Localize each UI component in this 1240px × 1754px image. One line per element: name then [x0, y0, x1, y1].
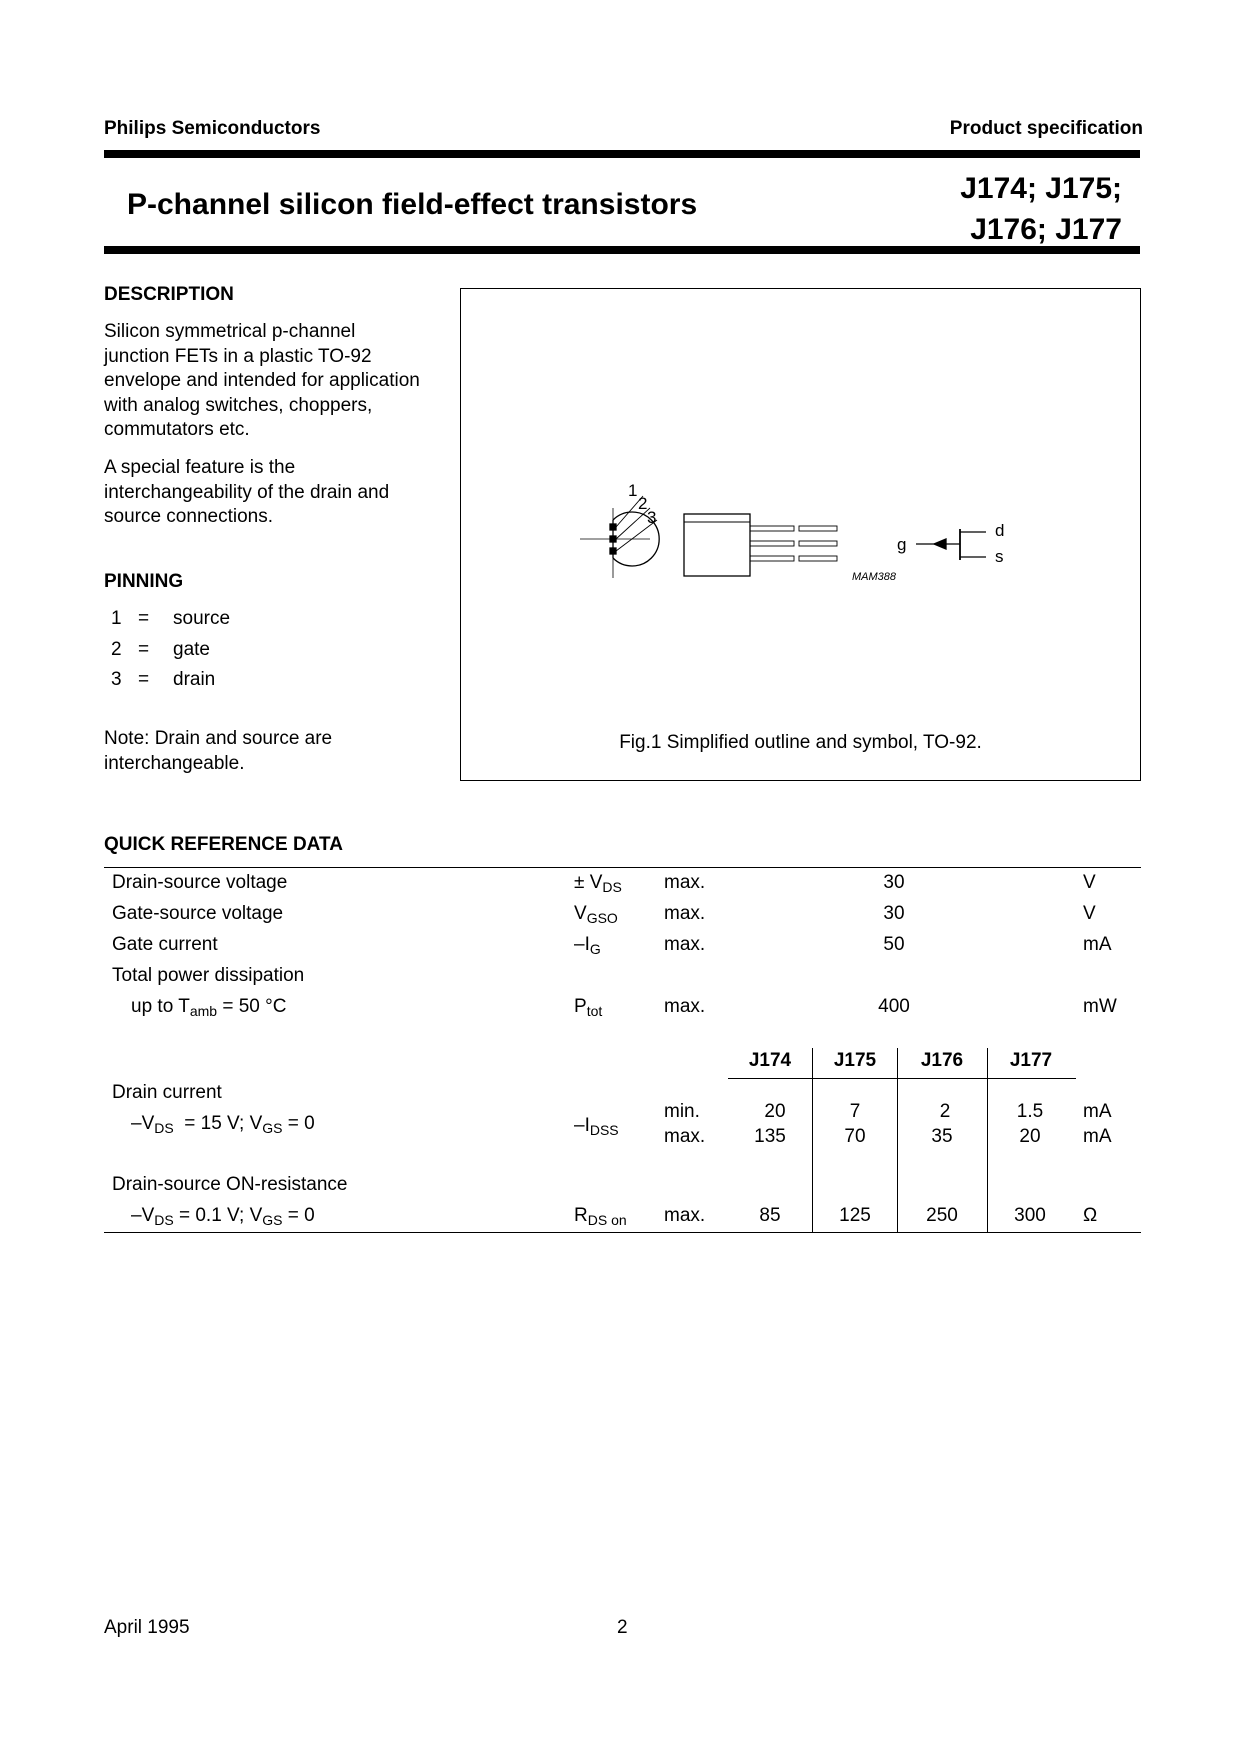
max-value-j174: 135	[754, 1126, 786, 1147]
value-j176: 250	[926, 1205, 958, 1226]
limit: max.	[664, 872, 706, 893]
value: 50	[883, 934, 905, 955]
part-numbers	[960, 168, 1122, 250]
desc1-line: commutators etc.	[104, 419, 250, 440]
pin-equals: =	[138, 639, 150, 660]
symbol: $P_{tot}$	[574, 996, 603, 1019]
col-header-j176: J176	[920, 1050, 964, 1071]
unit: V	[1083, 903, 1096, 924]
jfet-symbol	[916, 529, 986, 560]
col-header-j177: J177	[1009, 1050, 1053, 1071]
limit-max: max.	[664, 1126, 706, 1147]
symbol: ± $V_{DS}$	[574, 872, 622, 895]
col-header-j175: J175	[833, 1050, 877, 1071]
pin-name: source	[173, 608, 231, 629]
figure-code: MAM388	[852, 571, 897, 583]
value-j174: 85	[759, 1205, 781, 1226]
desc1-line: junction FETs in a plastic TO-92	[104, 345, 372, 367]
desc1-line: with analog switches, choppers,	[104, 394, 373, 416]
value: 400	[878, 996, 910, 1017]
pinning-note	[104, 727, 434, 776]
table-bottom-rule	[104, 1232, 1141, 1233]
param-label: Drain-source voltage	[112, 872, 288, 893]
note-line: interchangeable.	[104, 752, 245, 774]
max-value-j175: 70	[844, 1126, 866, 1147]
limit: max.	[664, 1205, 706, 1226]
pin-label-1: 1	[628, 481, 638, 500]
col-header-j174: J174	[748, 1050, 792, 1071]
pin-equals: =	[138, 669, 150, 690]
company-name: Philips Semiconductors	[104, 118, 321, 139]
symbol: $V_{GSO}$	[574, 903, 618, 926]
pin3-marker	[610, 548, 616, 554]
header-rule-top	[104, 150, 1140, 158]
param-label: Gate-source voltage	[112, 903, 284, 924]
limit-min: min.	[664, 1101, 700, 1122]
col-divider	[987, 1048, 988, 1232]
unit: mA	[1083, 1101, 1112, 1122]
max-value-j177: 20	[1019, 1126, 1041, 1147]
col-divider	[812, 1048, 813, 1232]
part-numbers-line1: J174; J175;	[960, 172, 1122, 205]
desc2-line: A special feature is the	[104, 457, 296, 478]
pin-equals: =	[138, 608, 150, 629]
value-j175: 125	[839, 1205, 871, 1226]
package-side-view	[684, 514, 837, 576]
drain-label: d	[995, 521, 1005, 540]
desc2-line: source connections.	[104, 506, 273, 527]
pin2-marker	[610, 536, 616, 542]
min-value-j174: 20	[764, 1101, 786, 1122]
limit: max.	[664, 934, 706, 955]
pinning-heading: PINNING	[104, 571, 184, 592]
page-number: 2	[617, 1617, 628, 1638]
page-title: P-channel silicon field-effect transistors	[127, 188, 698, 221]
col-divider	[897, 1048, 898, 1232]
value: 30	[883, 872, 905, 893]
unit: mW	[1083, 996, 1117, 1017]
param-label: Gate current	[112, 934, 218, 955]
pin-name: gate	[173, 639, 210, 660]
quick-ref-heading: QUICK REFERENCE DATA	[104, 834, 343, 855]
pin-label-3: 3	[647, 508, 657, 527]
note-line: Note: Drain and source are	[104, 728, 333, 749]
symbol: $-I_{DSS}$	[574, 1115, 619, 1138]
param-label: Drain current	[112, 1082, 222, 1103]
desc2-line: interchangeability of the drain and	[104, 481, 390, 503]
desc1-line: envelope and intended for application	[104, 370, 420, 391]
unit: Ω	[1083, 1205, 1098, 1226]
unit: V	[1083, 872, 1096, 893]
pin-number: 1	[111, 608, 122, 629]
min-value-j175: 7	[849, 1101, 861, 1122]
description-heading: DESCRIPTION	[104, 284, 234, 305]
on-resistance-condition: $-V_{DS} = 0.1$ V; $V_{GS} = 0$	[131, 1205, 315, 1228]
param-label: Drain-source ON-resistance	[112, 1174, 348, 1195]
description-para2	[104, 456, 434, 530]
param-label: Total power dissipation	[112, 965, 305, 986]
min-value-j176: 2	[939, 1101, 951, 1122]
power-condition: up to $T_{amb} = 50$ °C	[131, 996, 287, 1019]
unit: mA	[1083, 1126, 1112, 1147]
desc1-line: Silicon symmetrical p-channel	[104, 321, 356, 342]
pin-name: drain	[173, 669, 216, 690]
footer-date: April 1995	[104, 1617, 190, 1638]
gate-label: g	[897, 535, 907, 554]
drain-current-condition: $-V_{DS} = 15$ V; $V_{GS} = 0$	[131, 1113, 315, 1136]
limit: max.	[664, 903, 706, 924]
gate-arrow	[934, 539, 946, 549]
source-label: s	[995, 547, 1004, 566]
limit: max.	[664, 996, 706, 1017]
doc-type: Product specification	[949, 118, 1143, 139]
header-rule-bottom	[104, 246, 1140, 254]
min-value-j177: 1.5	[1016, 1101, 1044, 1122]
symbol: $R_{DS on}$	[574, 1205, 627, 1228]
value-j177: 300	[1014, 1205, 1046, 1226]
part-numbers-line2: J176; J177	[970, 213, 1122, 246]
pin-label-2: 2	[638, 494, 648, 513]
figure-caption: Fig.1 Simplified outline and symbol, TO-92.	[619, 732, 982, 753]
max-value-j176: 35	[931, 1126, 953, 1147]
to92-outline-and-symbol	[460, 288, 1141, 781]
table-top-rule	[104, 867, 1141, 868]
unit: mA	[1083, 934, 1112, 955]
pin-number: 3	[111, 669, 122, 690]
pin-number: 2	[111, 639, 122, 660]
col-header-rule	[728, 1078, 1076, 1079]
value: 30	[883, 903, 905, 924]
description-para1	[104, 320, 434, 443]
pin1-marker	[610, 524, 616, 530]
symbol: $-I_G$	[574, 934, 601, 957]
